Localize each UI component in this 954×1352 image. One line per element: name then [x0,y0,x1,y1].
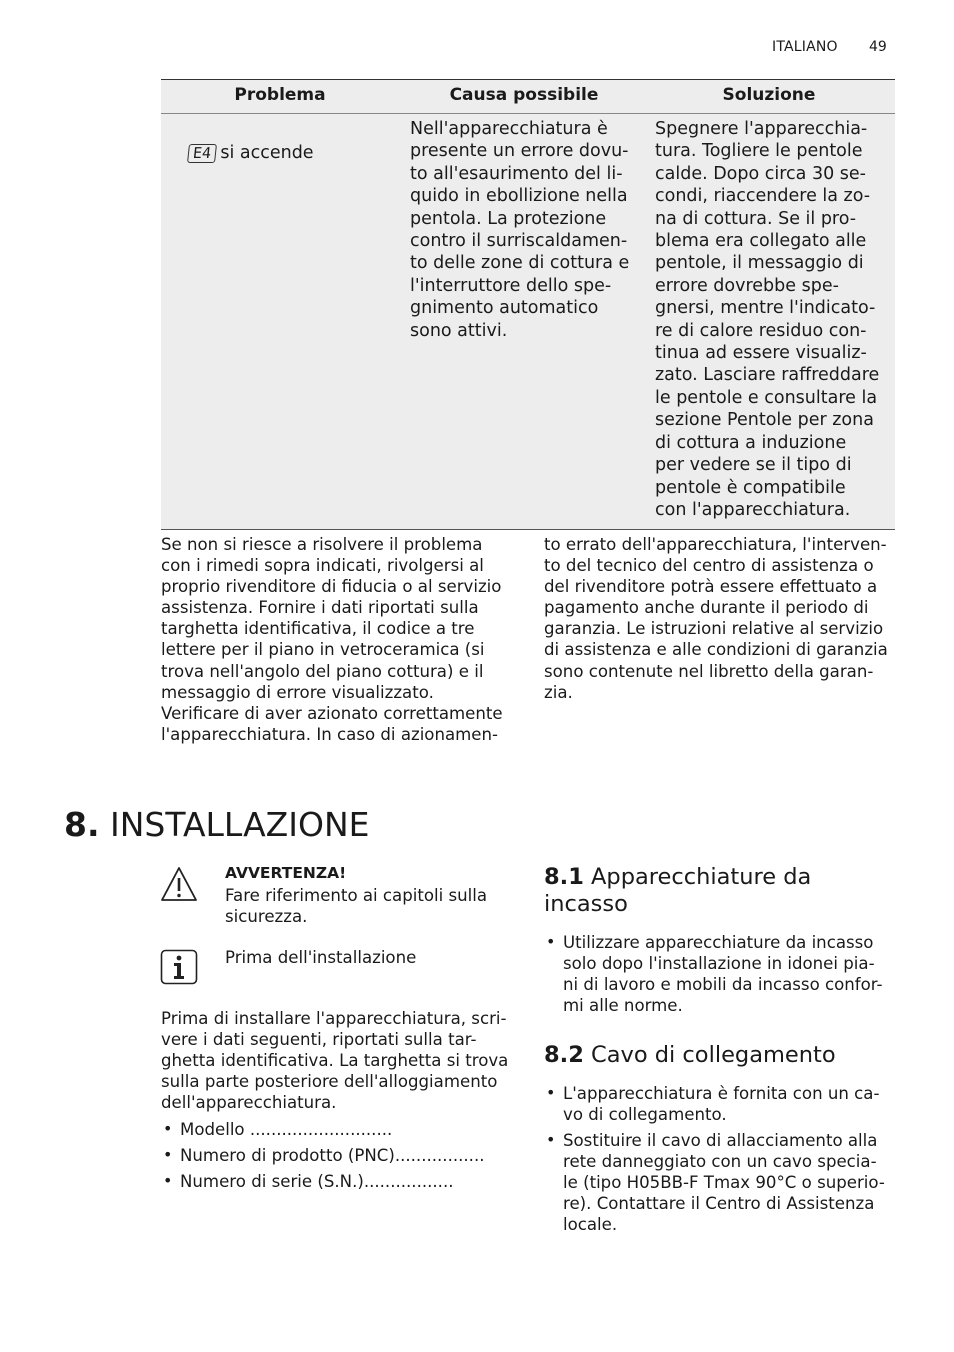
field-model: Modello ........................... [180,1120,393,1139]
subsection-number: 8.1 [544,864,584,890]
problem-cell [166,120,314,187]
warning-text: Fare riferimento ai capitoli sulla sicurezza. [225,886,488,927]
field-pnc: Numero di prodotto (PNC)................. [180,1146,485,1165]
section-title: INSTALLAZIONE [110,805,370,844]
problem-text: si accende [220,143,314,164]
list-item: Sostituire il cavo di allacciamento alla rete danneggiato con un cavo specia- le (tipo H05BB-F Tmax 90°C o superio- re). Contattare il Centro di Assistenza locale. [563,1131,885,1235]
solution-cell: Spegnere l'apparecchia- tura. Togliere le pentole calde. Dopo circa 30 se- condi, riaccendere la zo- na di cottura. Se il pro- blema era collegato alle pentole, il messaggio di errore dovrebbe spe- gnersi, mentre l'indicato- re di calore residuo con- tinua ad essere visualiz- zato. Lasciare raffreddare le pentole e consultare la sezione Pentole per zona di cottura a induzione per vedere se il tipo di pentole è compatibile con l'apparecchiatura. [655,119,880,520]
support-paragraph-left: Se non si riesce a risolvere il problema con i rimedi sopra indicati, rivolgersi al proprio rivenditore di fiducia o al servizio assistenza. Fornire i dati riportati sulla targhetta identificativa, il codice a tre lettere per il piano in vetroceramica (si trova nell'angolo del piano cottura) e il messaggio di errore visualizzato. Verificare di aver azionato correttamente l'apparecchiatura. In caso di azionamen- [161,535,503,744]
cause-cell: Nell'apparecchiatura è presente un errore dovu- to all'esaurimento del li- quido in ebollizione nella pentola. La protezione contro il surriscaldamen- to delle zone di cottura e l'interruttore dello spe- gnimento automatico sono attivi. [410,119,630,341]
info-text: Prima dell'installazione [225,948,417,967]
page-number: 49 [869,39,887,55]
warning-triangle-icon [160,866,198,902]
section-number: 8. [64,805,100,844]
subsection-title: Cavo di collegamento [591,1042,836,1068]
field-serial: Numero di serie (S.N.)................. [180,1172,454,1191]
bullet-dot: • [546,1083,556,1102]
display-code-e4: E4 [187,144,217,163]
subsection-title: Apparecchiature da incasso [544,864,812,917]
column-header-cause: Causa possibile [449,85,599,105]
install-intro: Prima di installare l'apparecchiatura, scri- vere i dati seguenti, riportati sulla tar- ghetta identificativa. La targhetta si trova sulla parte posteriore dell'alloggiamento dell'apparecchiatura. [161,1009,509,1113]
list-item: L'apparecchiatura è fornita con un ca- vo di collegamento. [563,1084,880,1125]
table-header [161,80,895,114]
bullet-dot: • [546,932,556,951]
support-paragraph-right: to errato dell'apparecchiatura, l'interven- to del tecnico del centro di assistenza o del rivenditore potrà essere effettuato a pagamento anche durante il periodo di garanzia. Le istruzioni relative al servizio di assistenza e alle condizioni di garanzia sono contenute nel libretto della garan- zia. [544,535,888,702]
header-language: ITALIANO [772,39,838,55]
section-heading [64,805,370,844]
warning-title: AVVERTENZA! [225,864,347,882]
list-item: Utilizzare apparecchiature da incasso solo dopo l'installazione in idonei pia- ni di lavoro e mobili da incasso confor- mi alle norme. [563,933,883,1016]
subsection-heading-8-1 [544,864,811,918]
info-icon [160,949,198,985]
bullet-dot: • [546,1130,556,1149]
troubleshooting-table [161,79,895,530]
bullet-dot: • [163,1119,173,1138]
column-header-problem: Problema [234,85,326,105]
column-header-solution: Soluzione [722,85,816,105]
bullet-dot: • [163,1145,173,1164]
subsection-number: 8.2 [544,1042,584,1068]
bullet-dot: • [163,1171,173,1190]
subsection-heading-8-2 [544,1042,836,1069]
